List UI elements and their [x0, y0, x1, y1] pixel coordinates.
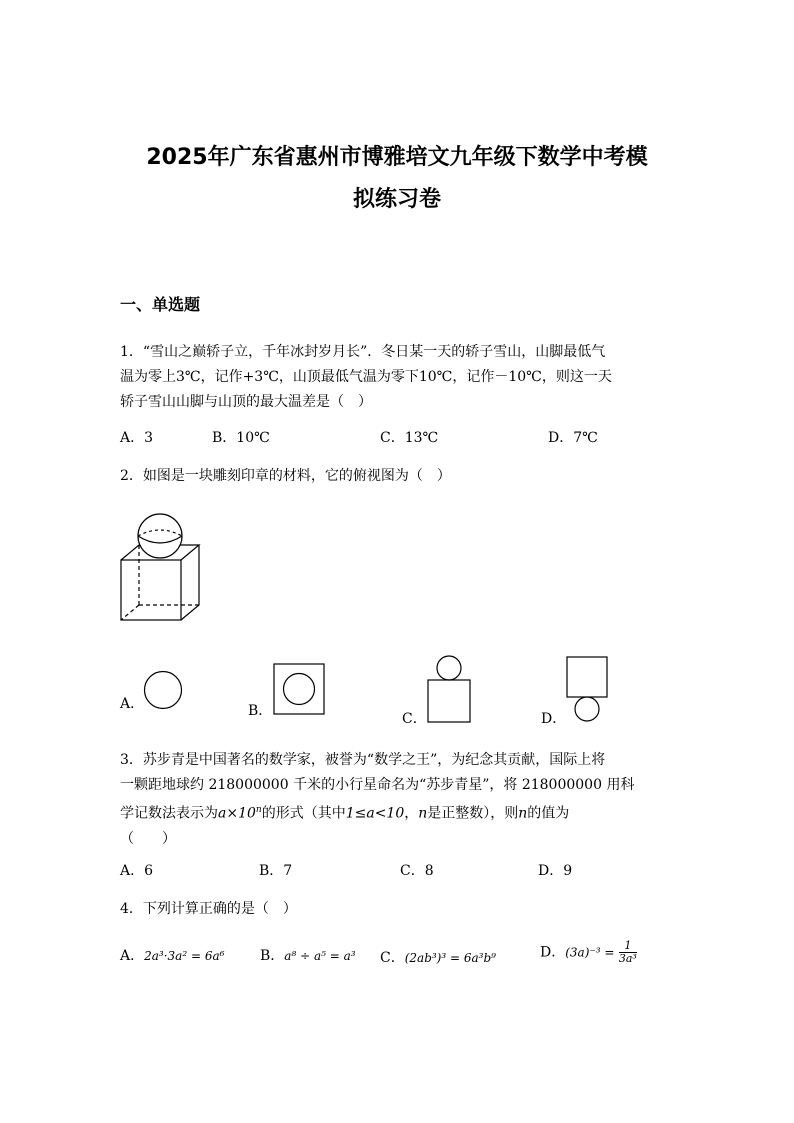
question-4-option-b: [260, 946, 356, 966]
option-d-label: D．: [540, 944, 566, 961]
question-3-line-3: [120, 798, 680, 827]
question-3-option-b: B．7: [259, 863, 293, 879]
option-b-expr: a⁸ ÷ a⁵ = a³: [284, 949, 356, 963]
sci-notation-exponent: n: [255, 805, 262, 815]
question-3-option-c: C．8: [400, 863, 434, 879]
cube-right-face: [181, 545, 199, 620]
question-1-line-3: 轿子雪山山脚与山顶的最大温差是（ ）: [120, 394, 372, 410]
question-3: [120, 748, 680, 852]
option-d-fraction: [619, 940, 637, 965]
question-2: 2．如图是一块雕刻印章的材料，它的俯视图为（ ）: [120, 468, 451, 484]
question-1-line-2: 温为零上3℃，记作+3℃，山顶最低气温为零下10℃，记作－10℃，则这一天: [120, 369, 612, 385]
q3-text-b: 的形式（其中: [261, 805, 346, 822]
q3-text-e: 的值为: [527, 805, 570, 822]
exam-title-line-1: 2025年广东省惠州市博雅培文九年级下数学中考模: [146, 145, 648, 170]
question-1-line-1: 1．“雪山之巅轿子立，千年冰封岁月长”．冬日某一天的轿子雪山，山脚最低气: [120, 344, 606, 360]
question-4: 4．下列计算正确的是（ ）: [120, 901, 297, 917]
seal-material-figure: [110, 510, 210, 630]
option-d-expr: (3a)⁻³ =: [565, 945, 615, 960]
q3-text-c: ，: [404, 805, 419, 822]
n-variable: n: [418, 805, 428, 822]
option-a-circle-figure: [142, 670, 184, 712]
fraction-denominator: 3a³: [618, 952, 637, 965]
question-3-line-1: 3．苏步青是中国著名的数学家，被誉为“数学之王”，为纪念其贡献，国际上将: [120, 752, 606, 768]
question-3-option-a: A．6: [120, 863, 154, 879]
option-b-label: B．: [260, 948, 285, 964]
option-b-square-circle-figure: [272, 662, 328, 718]
section-heading: 一、单选题: [120, 295, 201, 314]
question-4-option-c: [380, 948, 496, 968]
question-1-option-b: B．10℃: [212, 430, 270, 446]
q3-text-d: 是正整数），则: [427, 805, 519, 822]
question-2-option-a: A．: [120, 696, 145, 712]
question-2-option-b: B．: [248, 703, 273, 719]
option-a-label: A．: [120, 948, 145, 964]
question-3-option-d: D．9: [538, 863, 573, 879]
cube-front-face: [121, 560, 181, 620]
sphere: [138, 514, 182, 558]
option-c-circle-above-square-figure: [426, 654, 474, 726]
q3-text-a: 学记数法表示为: [120, 805, 218, 822]
question-1-option-a: A．3: [120, 430, 154, 446]
question-1: [120, 340, 680, 415]
question-3-line-4: （ ）: [120, 830, 176, 847]
n-variable-2: n: [518, 805, 528, 822]
option-d-square-above-circle-figure: [565, 655, 613, 727]
question-1-option-d: D．7℃: [548, 430, 598, 446]
question-2-option-c: C．: [402, 711, 427, 727]
a-range: 1≤a<10: [345, 805, 405, 822]
option-c-label: C．: [380, 950, 405, 966]
question-1-option-c: C．13℃: [380, 430, 439, 446]
question-2-option-d: D．: [541, 711, 567, 727]
question-4-option-d: [540, 940, 637, 965]
question-4-option-a: [120, 946, 224, 966]
option-c-expr: (2ab³)³ = 6a³b⁹: [404, 951, 496, 965]
exam-title-line-2: 拟练习卷: [352, 187, 441, 212]
question-3-line-2: 一颗距地球约 218000000 千米的小行星命名为“苏步青星”，将 218000000 用科: [120, 777, 635, 793]
sci-notation-expr: a×10: [218, 805, 256, 822]
fraction-numerator: 1: [624, 939, 632, 952]
option-a-expr: 2a³·3a² = 6a⁶: [144, 949, 225, 963]
